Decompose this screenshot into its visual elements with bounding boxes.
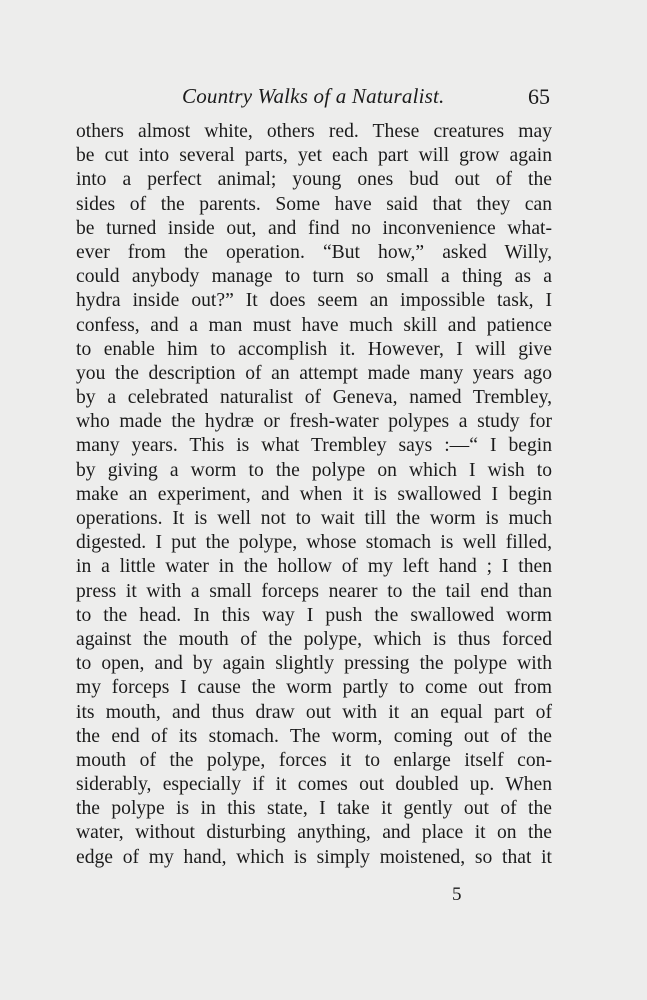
text-line: digested. I put the polype, whose stomach is well filled, — [76, 532, 552, 554]
text-line: to the head. In this way I push the swallowed worm — [76, 604, 552, 626]
text-line: others almost white, others red. These creatures may — [76, 121, 552, 142]
text-line: edge of my hand, which is simply moistened, so that it — [76, 846, 552, 868]
signature-mark: 5 — [452, 884, 462, 905]
text-line: mouth of the polype, forces it to enlarge itself con- — [76, 749, 552, 771]
text-line: water, without disturbing anything, and place it on the — [76, 822, 552, 844]
text-line: the end of its stomach. The worm, coming out of the — [76, 725, 552, 747]
text-line: operations. It is well not to wait till the worm is much — [76, 508, 552, 529]
text-line: many years. This is what Trembley says :—“ I begin — [76, 435, 552, 457]
text-line: who made the hydræ or fresh-water polypes a study for — [76, 411, 552, 433]
text-line: ever from the operation. “But how,” asked Willy, — [76, 241, 552, 263]
body-text — [76, 120, 552, 870]
text-line: into a perfect animal; young ones bud out of the — [76, 169, 552, 191]
text-line: its mouth, and thus draw out with it an equal part of — [76, 701, 552, 723]
text-line: be cut into several parts, yet each part will grow again — [76, 145, 552, 167]
text-line: by a celebrated naturalist of Geneva, named Trembley, — [76, 387, 552, 409]
text-line: the polype is in this state, I take it gently out of the — [76, 798, 552, 820]
text-line: be turned inside out, and find no inconvenience what- — [76, 217, 552, 239]
text-line: could anybody manage to turn so small a thing as a — [76, 266, 552, 288]
text-line: you the description of an attempt made many years ago — [76, 362, 552, 384]
text-line: by giving a worm to the polype on which I wish to — [76, 459, 552, 481]
text-line: to enable him to accomplish it. However, I will give — [76, 338, 552, 360]
text-line: confess, and a man must have much skill and patience — [76, 314, 552, 336]
text-line: hydra inside out?” It does seem an impossible task, I — [76, 290, 552, 312]
text-line: against the mouth of the polype, which is thus forced — [76, 628, 552, 650]
text-line: siderably, especially if it comes out doubled up. When — [76, 774, 552, 796]
running-head — [76, 84, 550, 114]
text-line: my forceps I cause the worm partly to come out from — [76, 677, 552, 699]
text-line: press it with a small forceps nearer to the tail end than — [76, 580, 552, 602]
text-line: make an experiment, and when it is swallowed I begin — [76, 483, 552, 505]
page-number: 65 — [528, 84, 550, 109]
running-title: Country Walks of a Naturalist. — [182, 84, 445, 108]
text-line: sides of the parents. Some have said that they can — [76, 193, 552, 215]
text-line: in a little water in the hollow of my left hand ; I then — [76, 556, 552, 578]
text-line: to open, and by again slightly pressing the polype with — [76, 653, 552, 675]
